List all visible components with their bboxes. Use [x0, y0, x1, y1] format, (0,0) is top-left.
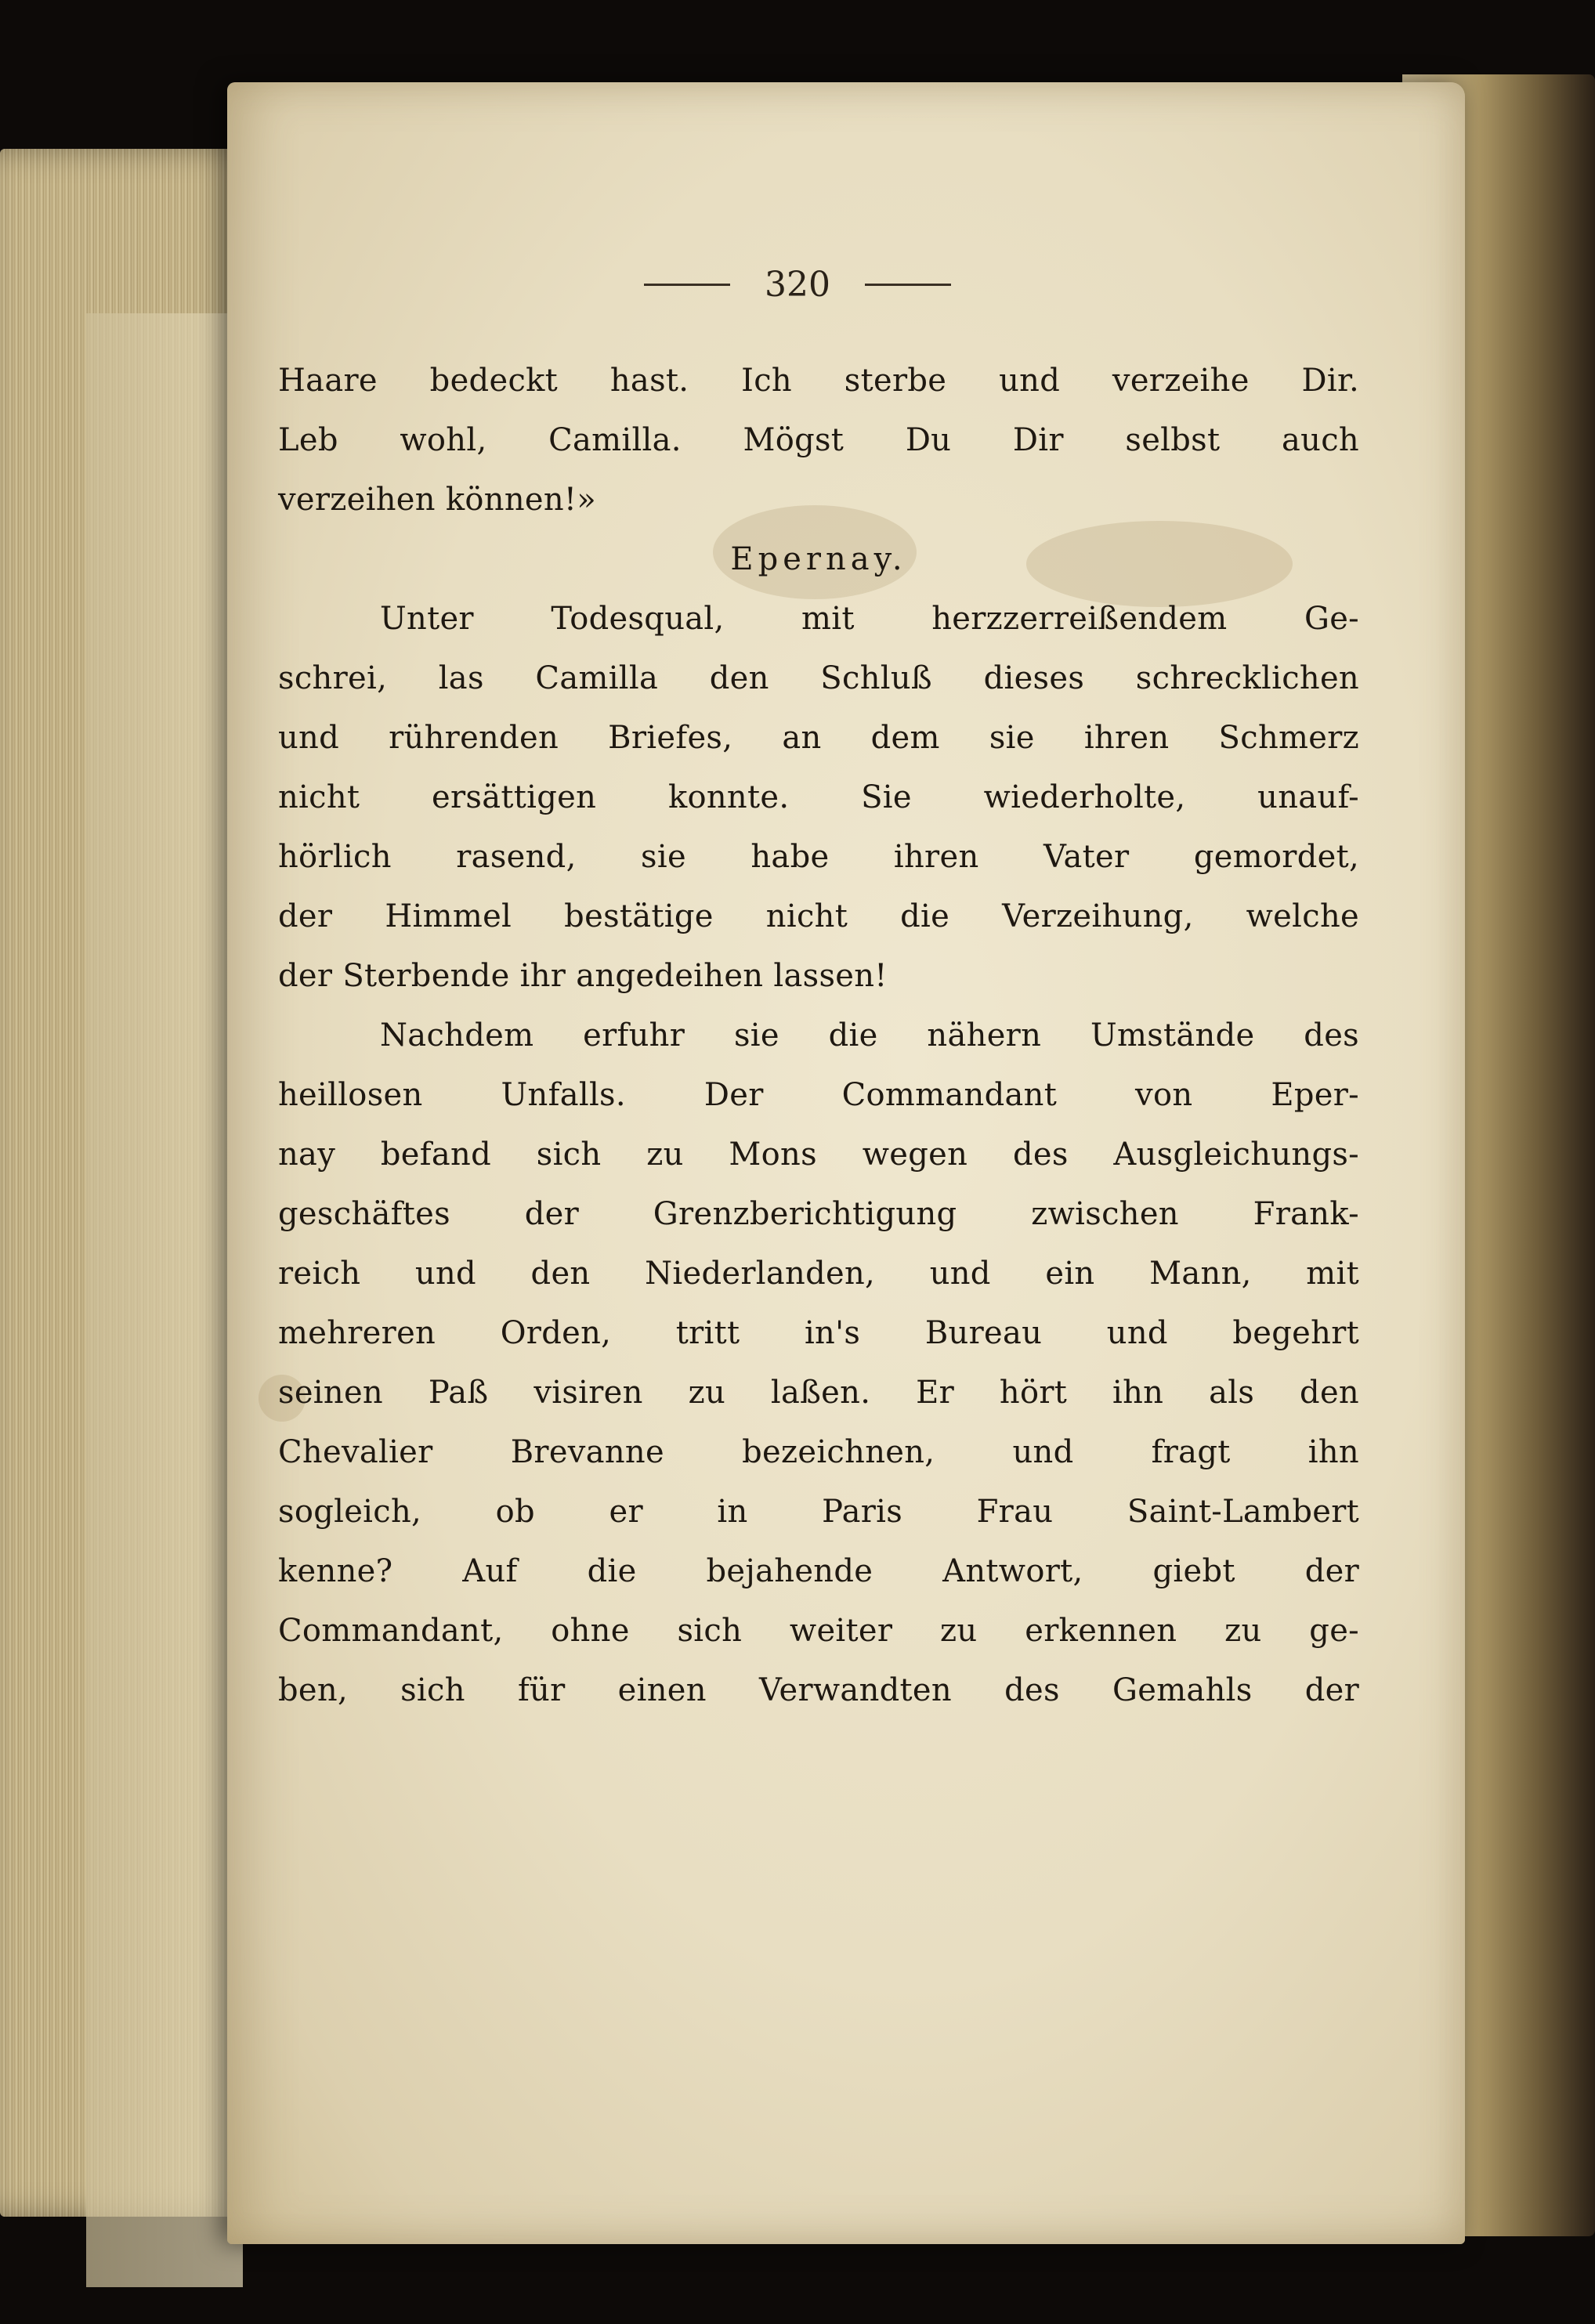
text-line: Nachdem erfuhr sie die nähern Umstände des — [380, 1017, 1359, 1054]
text-line: Haare bedeckt hast. Ich sterbe und verzeihe Dir. — [278, 363, 1359, 399]
book-page-edges — [0, 149, 259, 2217]
text-line: mehreren Orden, tritt in's Bureau und begehrt — [278, 1315, 1359, 1351]
text-line: der Sterbende ihr angedeihen lassen! — [278, 958, 888, 994]
text-line: geschäftes der Grenzberichtigung zwischen Frank- — [278, 1196, 1359, 1232]
text-line: ben, sich für einen Verwandten des Gemahls der — [278, 1672, 1359, 1708]
text-line: seinen Paß visiren zu laßen. Er hört ihn als den — [278, 1375, 1359, 1411]
body-text — [278, 351, 1359, 1720]
header-rule-right — [865, 284, 951, 286]
letter-signature: Epernay. — [730, 541, 907, 577]
text-line: Chevalier Brevanne bezeichnen, und fragt ihn — [278, 1434, 1359, 1470]
header-rule-left — [644, 284, 730, 286]
text-line: kenne? Auf die bejahende Antwort, giebt der — [278, 1553, 1359, 1589]
text-line: heillosen Unfalls. Der Commandant von Eper- — [278, 1077, 1359, 1113]
text-line: und rührenden Briefes, an dem sie ihren Schmerz — [278, 720, 1359, 756]
text-line: der Himmel bestätige nicht die Verzeihung, welche — [278, 898, 1359, 934]
page-edge-shading — [86, 313, 243, 2287]
page-header — [0, 262, 1595, 305]
text-line: nicht ersättigen konnte. Sie wiederholte, unauf- — [278, 779, 1359, 815]
text-line: verzeihen können!» — [278, 482, 597, 518]
text-line: nay befand sich zu Mons wegen des Ausgleichungs- — [278, 1137, 1359, 1173]
page-number: 320 — [765, 265, 830, 305]
text-line: Commandant, ohne sich weiter zu erkennen zu ge- — [278, 1613, 1359, 1649]
text-line: hörlich rasend, sie habe ihren Vater gemordet, — [278, 839, 1359, 875]
text-line: Leb wohl, Camilla. Mögst Du Dir selbst auch — [278, 422, 1359, 458]
text-line: Unter Todesqual, mit herzzerreißendem Ge- — [380, 601, 1359, 637]
text-line: schrei, las Camilla den Schluß dieses schrecklichen — [278, 660, 1359, 696]
text-line: sogleich, ob er in Paris Frau Saint-Lambert — [278, 1494, 1359, 1530]
text-line: reich und den Niederlanden, und ein Mann, mit — [278, 1256, 1359, 1292]
